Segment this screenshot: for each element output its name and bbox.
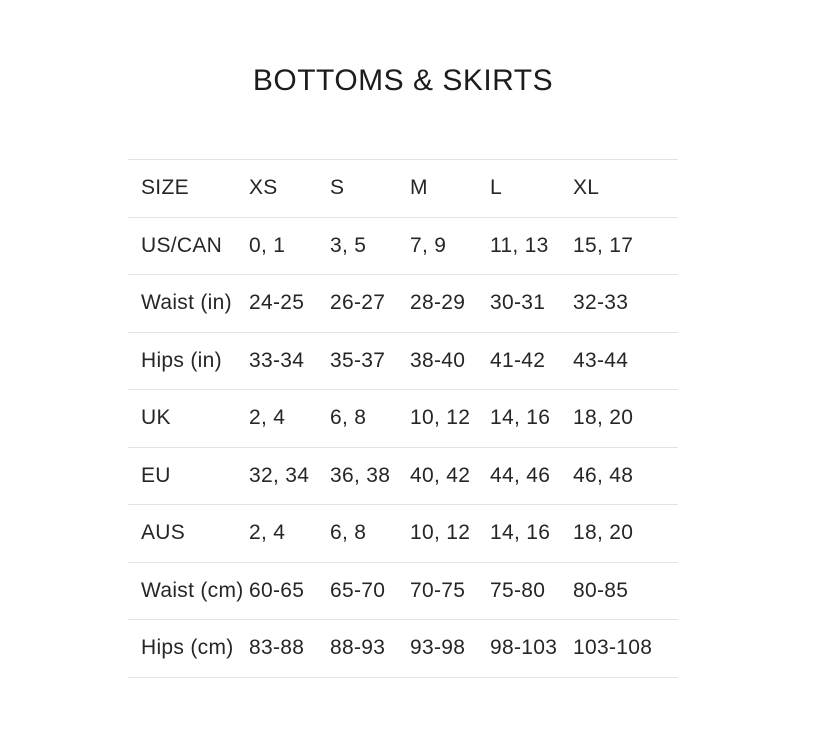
size-value-cell: 2, 4 xyxy=(249,521,286,545)
size-value-cell: 32, 34 xyxy=(249,463,310,487)
table-row-hips-cm xyxy=(128,620,678,678)
size-value-cell: 3, 5 xyxy=(330,233,367,257)
column-header-size: SIZE xyxy=(141,176,189,200)
table-row-waist-in xyxy=(128,275,678,333)
row-label-eu: EU xyxy=(141,463,171,487)
size-value-cell: 7, 9 xyxy=(410,233,447,257)
table-row-uk xyxy=(128,390,678,448)
size-value-cell: 18, 20 xyxy=(573,406,634,430)
size-value-cell: 83-88 xyxy=(249,636,305,660)
size-chart-table xyxy=(128,159,678,678)
row-label-uk: UK xyxy=(141,406,171,430)
size-value-cell: 70-75 xyxy=(410,578,466,602)
page-title: BOTTOMS & SKIRTS xyxy=(252,64,554,97)
size-value-cell: 36, 38 xyxy=(330,463,391,487)
size-value-cell: 15, 17 xyxy=(573,233,634,257)
size-value-cell: 88-93 xyxy=(330,636,386,660)
size-value-cell: 65-70 xyxy=(330,578,386,602)
size-value-cell: 41-42 xyxy=(490,348,546,372)
size-value-cell: 14, 16 xyxy=(490,406,551,430)
size-value-cell: 80-85 xyxy=(573,578,629,602)
size-value-cell: 30-31 xyxy=(490,291,546,315)
size-value-cell: 28-29 xyxy=(410,291,466,315)
column-header-xs: XS xyxy=(249,176,278,200)
row-label-hips-in: Hips (in) xyxy=(141,348,222,372)
size-value-cell: 98-103 xyxy=(490,636,558,660)
table-header-row xyxy=(128,160,678,218)
size-value-cell: 26-27 xyxy=(330,291,386,315)
size-value-cell: 14, 16 xyxy=(490,521,551,545)
size-value-cell: 93-98 xyxy=(410,636,466,660)
row-label-aus: AUS xyxy=(141,521,186,545)
size-value-cell: 32-33 xyxy=(573,291,629,315)
size-value-cell: 6, 8 xyxy=(330,406,367,430)
row-label-us-can: US/CAN xyxy=(141,233,223,257)
column-header-l: L xyxy=(490,176,502,200)
table-row-hips-in xyxy=(128,332,678,390)
size-value-cell: 2, 4 xyxy=(249,406,286,430)
row-label-waist-cm: Waist (cm) xyxy=(141,578,244,602)
column-header-s: S xyxy=(330,176,345,200)
size-value-cell: 11, 13 xyxy=(490,233,549,257)
size-value-cell: 18, 20 xyxy=(573,521,634,545)
size-value-cell: 10, 12 xyxy=(410,521,471,545)
size-value-cell: 10, 12 xyxy=(410,406,471,430)
row-label-waist-in: Waist (in) xyxy=(141,291,232,315)
column-header-m: M xyxy=(410,176,428,200)
size-value-cell: 24-25 xyxy=(249,291,305,315)
size-value-cell: 43-44 xyxy=(573,348,629,372)
size-value-cell: 6, 8 xyxy=(330,521,367,545)
table-row-aus xyxy=(128,505,678,563)
size-value-cell: 38-40 xyxy=(410,348,466,372)
table-row-eu xyxy=(128,447,678,505)
size-value-cell: 103-108 xyxy=(573,636,653,660)
size-value-cell: 46, 48 xyxy=(573,463,634,487)
column-header-xl: XL xyxy=(573,176,600,200)
row-label-hips-cm: Hips (cm) xyxy=(141,636,234,660)
size-value-cell: 60-65 xyxy=(249,578,305,602)
size-value-cell: 33-34 xyxy=(249,348,305,372)
size-value-cell: 0, 1 xyxy=(249,233,286,257)
table-row-waist-cm xyxy=(128,562,678,620)
size-value-cell: 44, 46 xyxy=(490,463,551,487)
table-row-us-can xyxy=(128,217,678,275)
size-guide-content xyxy=(128,0,678,678)
size-value-cell: 40, 42 xyxy=(410,463,471,487)
size-value-cell: 35-37 xyxy=(330,348,386,372)
size-value-cell: 75-80 xyxy=(490,578,546,602)
